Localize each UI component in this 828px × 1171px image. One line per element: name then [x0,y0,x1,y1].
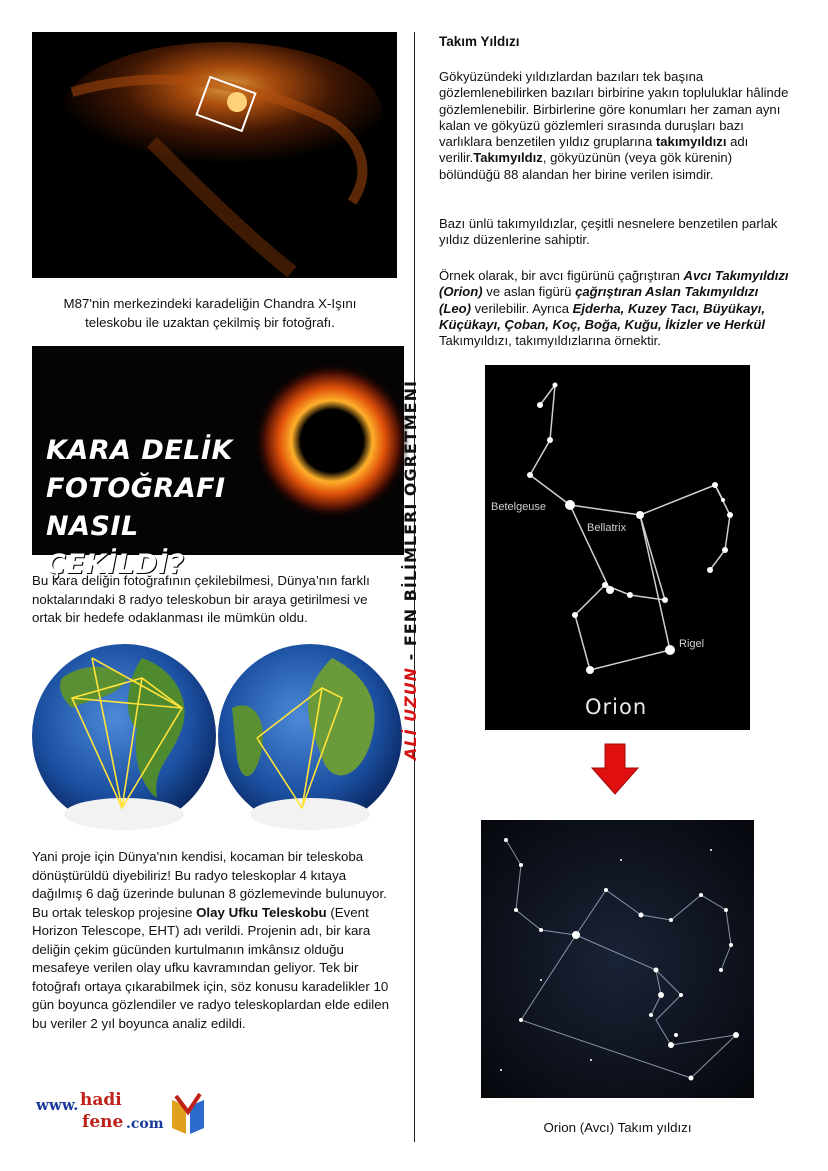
ex-orion: Avcı Takımyıldızı (Orion) [439,268,789,300]
ex-text-a: Örnek olarak, bir avcı figürünü çağrıştıran [439,268,684,283]
paragraph-eht-intro: Bu kara deliğin fotoğrafının çekilebilmesi, Dünya’nın farklı noktalarındaki 8 radyo teleskobun bir araya getirilmesi ve ortak bir hedefe odaklanması ile mümkün oldu. [32,573,370,625]
author-role: FEN BİLİMLERİ ÖĞRETMENİ [401,380,420,647]
def-text-c: adı verilir. [439,134,749,166]
chandra-caption: M87'nin merkezindeki karadeliğin Chandra X-Işını teleskobu ile uzaktan çekilmiş bir fotoğrafı. [63,296,357,330]
paragraph-famous-constellations: Bazı ünlü takımyıldızlar, çeşitli nesnelere benzetilen parlak yıldız düzenlerine sahiptir. [439,216,778,248]
orion-sky-photo [481,820,754,1098]
orion-bottom-caption: Orion (Avcı) Takım yıldızı [543,1120,692,1135]
star-label-bellatrix: Bellatrix [587,522,627,534]
logo-www: www. [36,1096,79,1114]
black-hole-banner [32,346,404,580]
ex-text-g: Takımyıldızı, takımyıldızlarına örnektir. [439,333,661,349]
orion-constellation-diagram [485,365,750,730]
logo-fene: fene [82,1112,124,1132]
site-logo [36,1090,216,1138]
paragraph-eht-details [32,848,397,1033]
paragraph-constellation-definition [439,69,789,183]
def-term-1: takımyıldızı [655,134,727,150]
book-icon [168,1092,208,1136]
banner-line-1: KARA DELİK [46,435,233,466]
banner-line-3: NASIL ÇEKİLDİ? [46,511,185,580]
ex-text-c: ve aslan figürü [482,284,576,300]
eht-text-c: (Event Horizon Telescope, EHT) adı verildi. Projenin adı, bir kara deliğin çekim gücünden kurtulmanın imkânsız olduğu mesafeye verilen olay ufku kavramından geliyor. Tek bir fotoğrafı ortaya çıkarabilmek için, söz konusu karadelikler 10 gün boyunca gözlendiler ve radyo teleskoplardan elde edilen bu veriler 2 yıl boyunca analiz edildi. [32,904,390,1031]
author-name: ALİ UZUN [401,666,420,760]
def-term-2: Takımyıldız [473,150,543,166]
banner-title [46,432,286,584]
section-title: Takım Yıldızı [439,34,520,49]
orion-label: Orion [585,695,648,719]
down-arrow-icon [592,744,638,794]
author-signature [397,380,425,760]
paragraph-examples [439,268,789,349]
ex-leo: çağrıştıran Aslan Takımyıldızı (Leo) [439,284,759,316]
eht-name-bold: Olay Ufku Teleskobu [196,904,327,920]
logo-hadi: hadi [80,1090,122,1110]
eht-text-a: Yani proje için Dünya'nın kendisi, kocaman bir teleskoba dönüştürüldü diyebiliriz! Bu radyo teleskoplar 4 kıtaya dağılmış 6 dağ üzerinde bulunan 8 gözlemevinde bulunuyor. Bu ortak teleskop projesine [32,849,387,920]
ex-text-e: verilebilir. Ayrıca [471,300,573,316]
ex-list: Ejderha, Kuzey Tacı, Büyükayı, Küçükayı, Çoban, Koç, Boğa, Kuğu, İkizler ve Herkül [439,300,765,332]
def-text-a: Gökyüzündeki yıldızlardan bazıları tek başına gözlemlenebilirken bazıları birbirine yakın topluluklar hâlinde gözlemlenebilir. Birbirlerine göre konumları her zaman aynı kalan ve gökyüzü gözlemleri sırasında duruşları bazı varlıklara benzetilen yıldız gruplarına [439,69,789,150]
signature-separator: - [401,646,420,667]
banner-line-2: FOTOĞRAFI [46,473,226,504]
star-label-rigel: Rigel [679,638,705,650]
def-text-e: , gökyüzünün (veya gök kürenin) bölündüğü 88 alandan her birine verilen isimdir. [439,150,733,182]
globes-illustration [32,638,402,834]
star-label-betelgeuse: Betelgeuse [491,501,547,513]
chandra-xray-photo [32,32,397,278]
logo-com: .com [126,1116,164,1132]
